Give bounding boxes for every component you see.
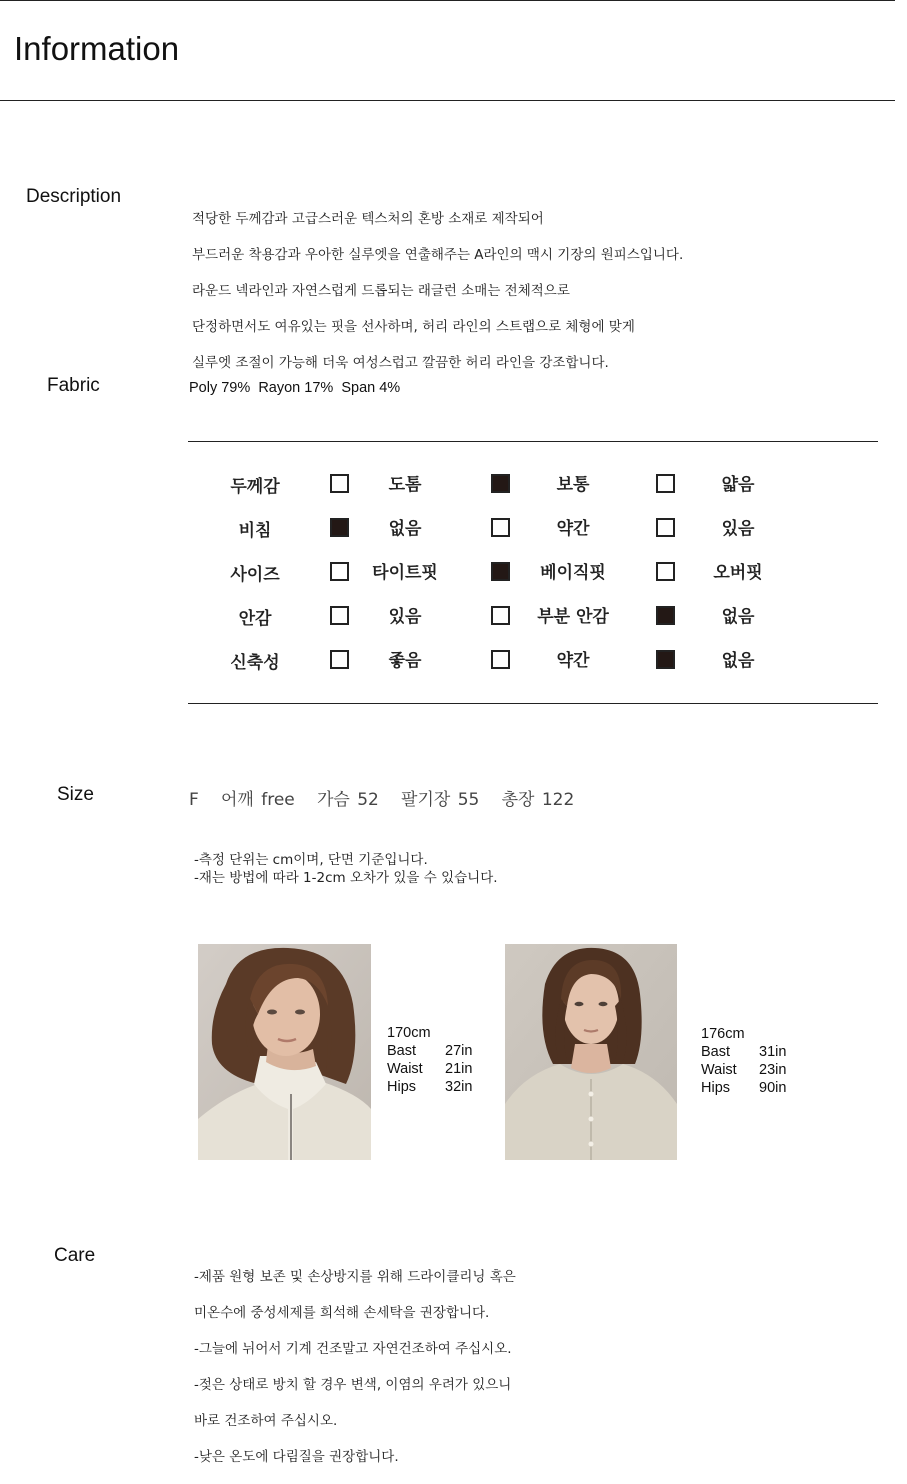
spec-option-label: 얇음 [721,475,755,495]
spec-option-label: 있음 [388,607,422,627]
spec-table-top-rule [188,441,878,442]
model-height: 170cm [387,1025,431,1041]
bast-value: 31in [759,1044,787,1060]
care-label: Care [54,1245,96,1266]
description-line: 단정하면서도 여유있는 핏을 선사하며, 허리 라인의 스트랩으로 체형에 맞게 [192,319,635,335]
spec-checkbox[interactable] [491,474,510,493]
spec-checkbox[interactable] [491,650,510,669]
bast-value: 27in [445,1043,473,1059]
spec-option-label: 약간 [556,519,590,539]
spec-option-label: 보통 [556,475,590,495]
description-line: 라운드 넥라인과 자연스럽게 드롭되는 래글런 소매는 전체적으로 [192,283,570,299]
spec-checkbox[interactable] [656,562,675,581]
spec-option-label: 없음 [388,519,422,539]
care-line: -젖은 상태로 방치 할 경우 변색, 이염의 우려가 있으니 [194,1377,512,1393]
page-title: Information [14,30,180,67]
spec-checkbox[interactable] [491,518,510,537]
waist-label: Waist [387,1061,423,1077]
care-line: -제품 원형 보존 및 손상방지를 위해 드라이클리닝 혹은 [194,1269,516,1285]
size-measurements: F 어깨 free 가슴 52 팔기장 55 총장 122 [189,790,575,810]
spec-label: 비침 [238,521,272,541]
model-photo-1 [198,944,371,1160]
model-info-2 [701,1025,786,1097]
model-height: 176cm [701,1026,745,1042]
spec-option-label: 부분 안감 [537,607,609,627]
spec-label: 두께감 [230,477,280,497]
fabric-label: Fabric [47,375,100,396]
size-label: Size [57,784,94,805]
waist-value: 23in [759,1062,787,1078]
model-info-1 [387,1024,472,1096]
spec-option-label: 없음 [721,607,755,627]
description-text [192,192,872,390]
spec-checkbox[interactable] [656,650,675,669]
care-line: 미온수에 중성세제를 희석해 손세탁을 권장합니다. [194,1305,490,1321]
waist-value: 21in [445,1061,473,1077]
spec-option-label: 좋음 [388,651,422,671]
spec-checkbox[interactable] [656,474,675,493]
spec-checkbox[interactable] [656,518,675,537]
size-notes [194,851,498,887]
spec-option-label: 도톰 [388,475,422,495]
hips-label: Hips [701,1080,731,1096]
spec-checkbox[interactable] [656,606,675,625]
spec-label: 신축성 [230,653,280,673]
spec-option-label: 오버핏 [713,563,763,583]
care-line: -낮은 온도에 다림질을 권장합니다. [194,1449,399,1465]
bast-label: Bast [387,1043,417,1059]
spec-option-label: 베이직핏 [540,563,606,583]
spec-option-label: 약간 [556,651,590,671]
spec-label: 사이즈 [230,565,280,585]
bast-label: Bast [701,1044,731,1060]
hips-value: 32in [445,1079,473,1095]
spec-option-label: 있음 [721,519,755,539]
spec-checkbox[interactable] [491,606,510,625]
spec-option-label: 없음 [721,651,755,671]
care-line: 바로 건조하여 주십시오. [194,1413,338,1429]
model-photo-2-image [505,944,677,1160]
spec-checkbox[interactable] [491,562,510,581]
header-rule [0,100,895,101]
size-note: -측정 단위는 cm이며, 단면 기준입니다. [194,852,428,868]
top-rule [0,0,895,1]
spec-table-bottom-rule [188,703,878,704]
fabric-composition: Poly 79% Rayon 17% Span 4% [189,380,401,396]
spec-label: 안감 [238,609,272,629]
description-line: 부드러운 착용감과 우아한 실루엣을 연출해주는 A라인의 맥시 기장의 원피스입니다. [192,247,684,263]
hips-label: Hips [387,1079,417,1095]
hips-value: 90in [759,1080,787,1096]
care-line: -그늘에 뉘어서 기계 건조말고 자연건조하여 주십시오. [194,1341,512,1357]
spec-option-label: 타이트핏 [372,563,438,583]
care-text [194,1250,794,1484]
waist-label: Waist [701,1062,737,1078]
description-line: 적당한 두께감과 고급스러운 텍스처의 혼방 소재로 제작되어 [192,211,544,227]
size-note: -재는 방법에 따라 1-2cm 오차가 있을 수 있습니다. [194,870,498,886]
model-photo-1-image [198,944,371,1160]
description-line: 실루엣 조절이 가능해 더욱 여성스럽고 깔끔한 허리 라인을 강조합니다. [192,355,609,371]
model-photo-2 [505,944,677,1160]
description-label: Description [26,186,122,207]
